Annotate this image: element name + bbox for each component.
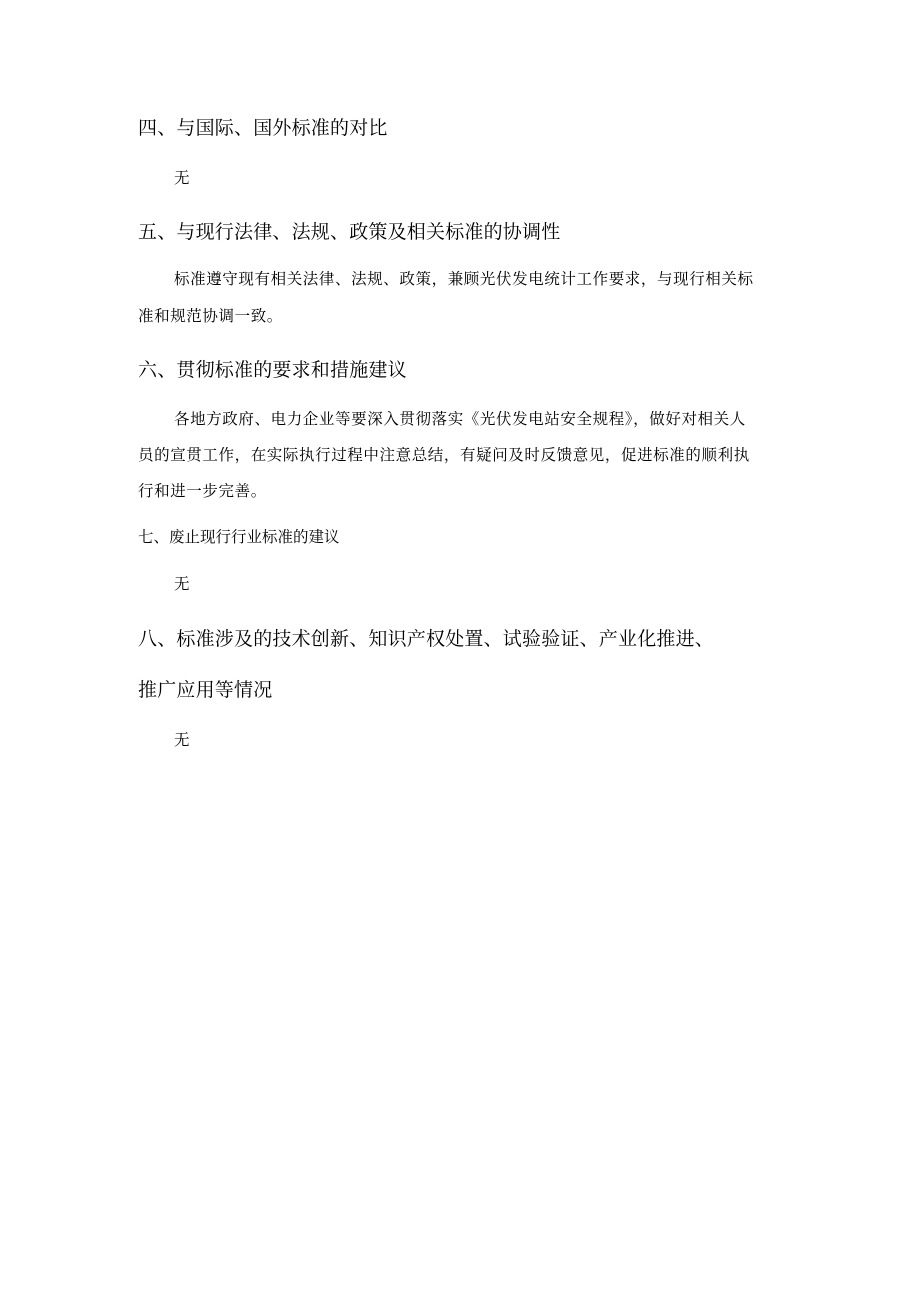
- section-7-heading: 七、废止现行行业标准的建议: [138, 528, 340, 546]
- section-5-body-line-2: 准和规范协调一致。: [138, 307, 283, 325]
- section-6-body-line-2: 员的宣贯工作，在实际执行过程中注意总结，有疑问及时反馈意见，促进标准的顺利执: [138, 446, 750, 464]
- section-6-body-line-3: 行和进一步完善。: [138, 482, 267, 500]
- section-6-heading: 六、贯彻标准的要求和措施建议: [138, 359, 407, 381]
- section-8-body: 无: [174, 731, 191, 749]
- section-5-body-line-1: 标准遵守现有相关法律、法规、政策，兼顾光伏发电统计工作要求，与现行相关标: [174, 270, 754, 288]
- section-4-body: 无: [174, 169, 191, 187]
- section-4-heading: 四、与国际、国外标准的对比: [138, 117, 388, 139]
- section-8-heading-line-2: 推广应用等情况: [138, 679, 273, 701]
- section-6-body-line-1: 各地方政府、电力企业等要深入贯彻落实《光伏发电站安全规程》，做好对相关人: [174, 410, 746, 428]
- section-5-heading: 五、与现行法律、法规、政策及相关标准的协调性: [138, 221, 561, 243]
- section-7-body: 无: [174, 575, 191, 593]
- section-8-heading-line-1: 八、标准涉及的技术创新、知识产权处置、试验验证、产业化推进、: [138, 628, 715, 650]
